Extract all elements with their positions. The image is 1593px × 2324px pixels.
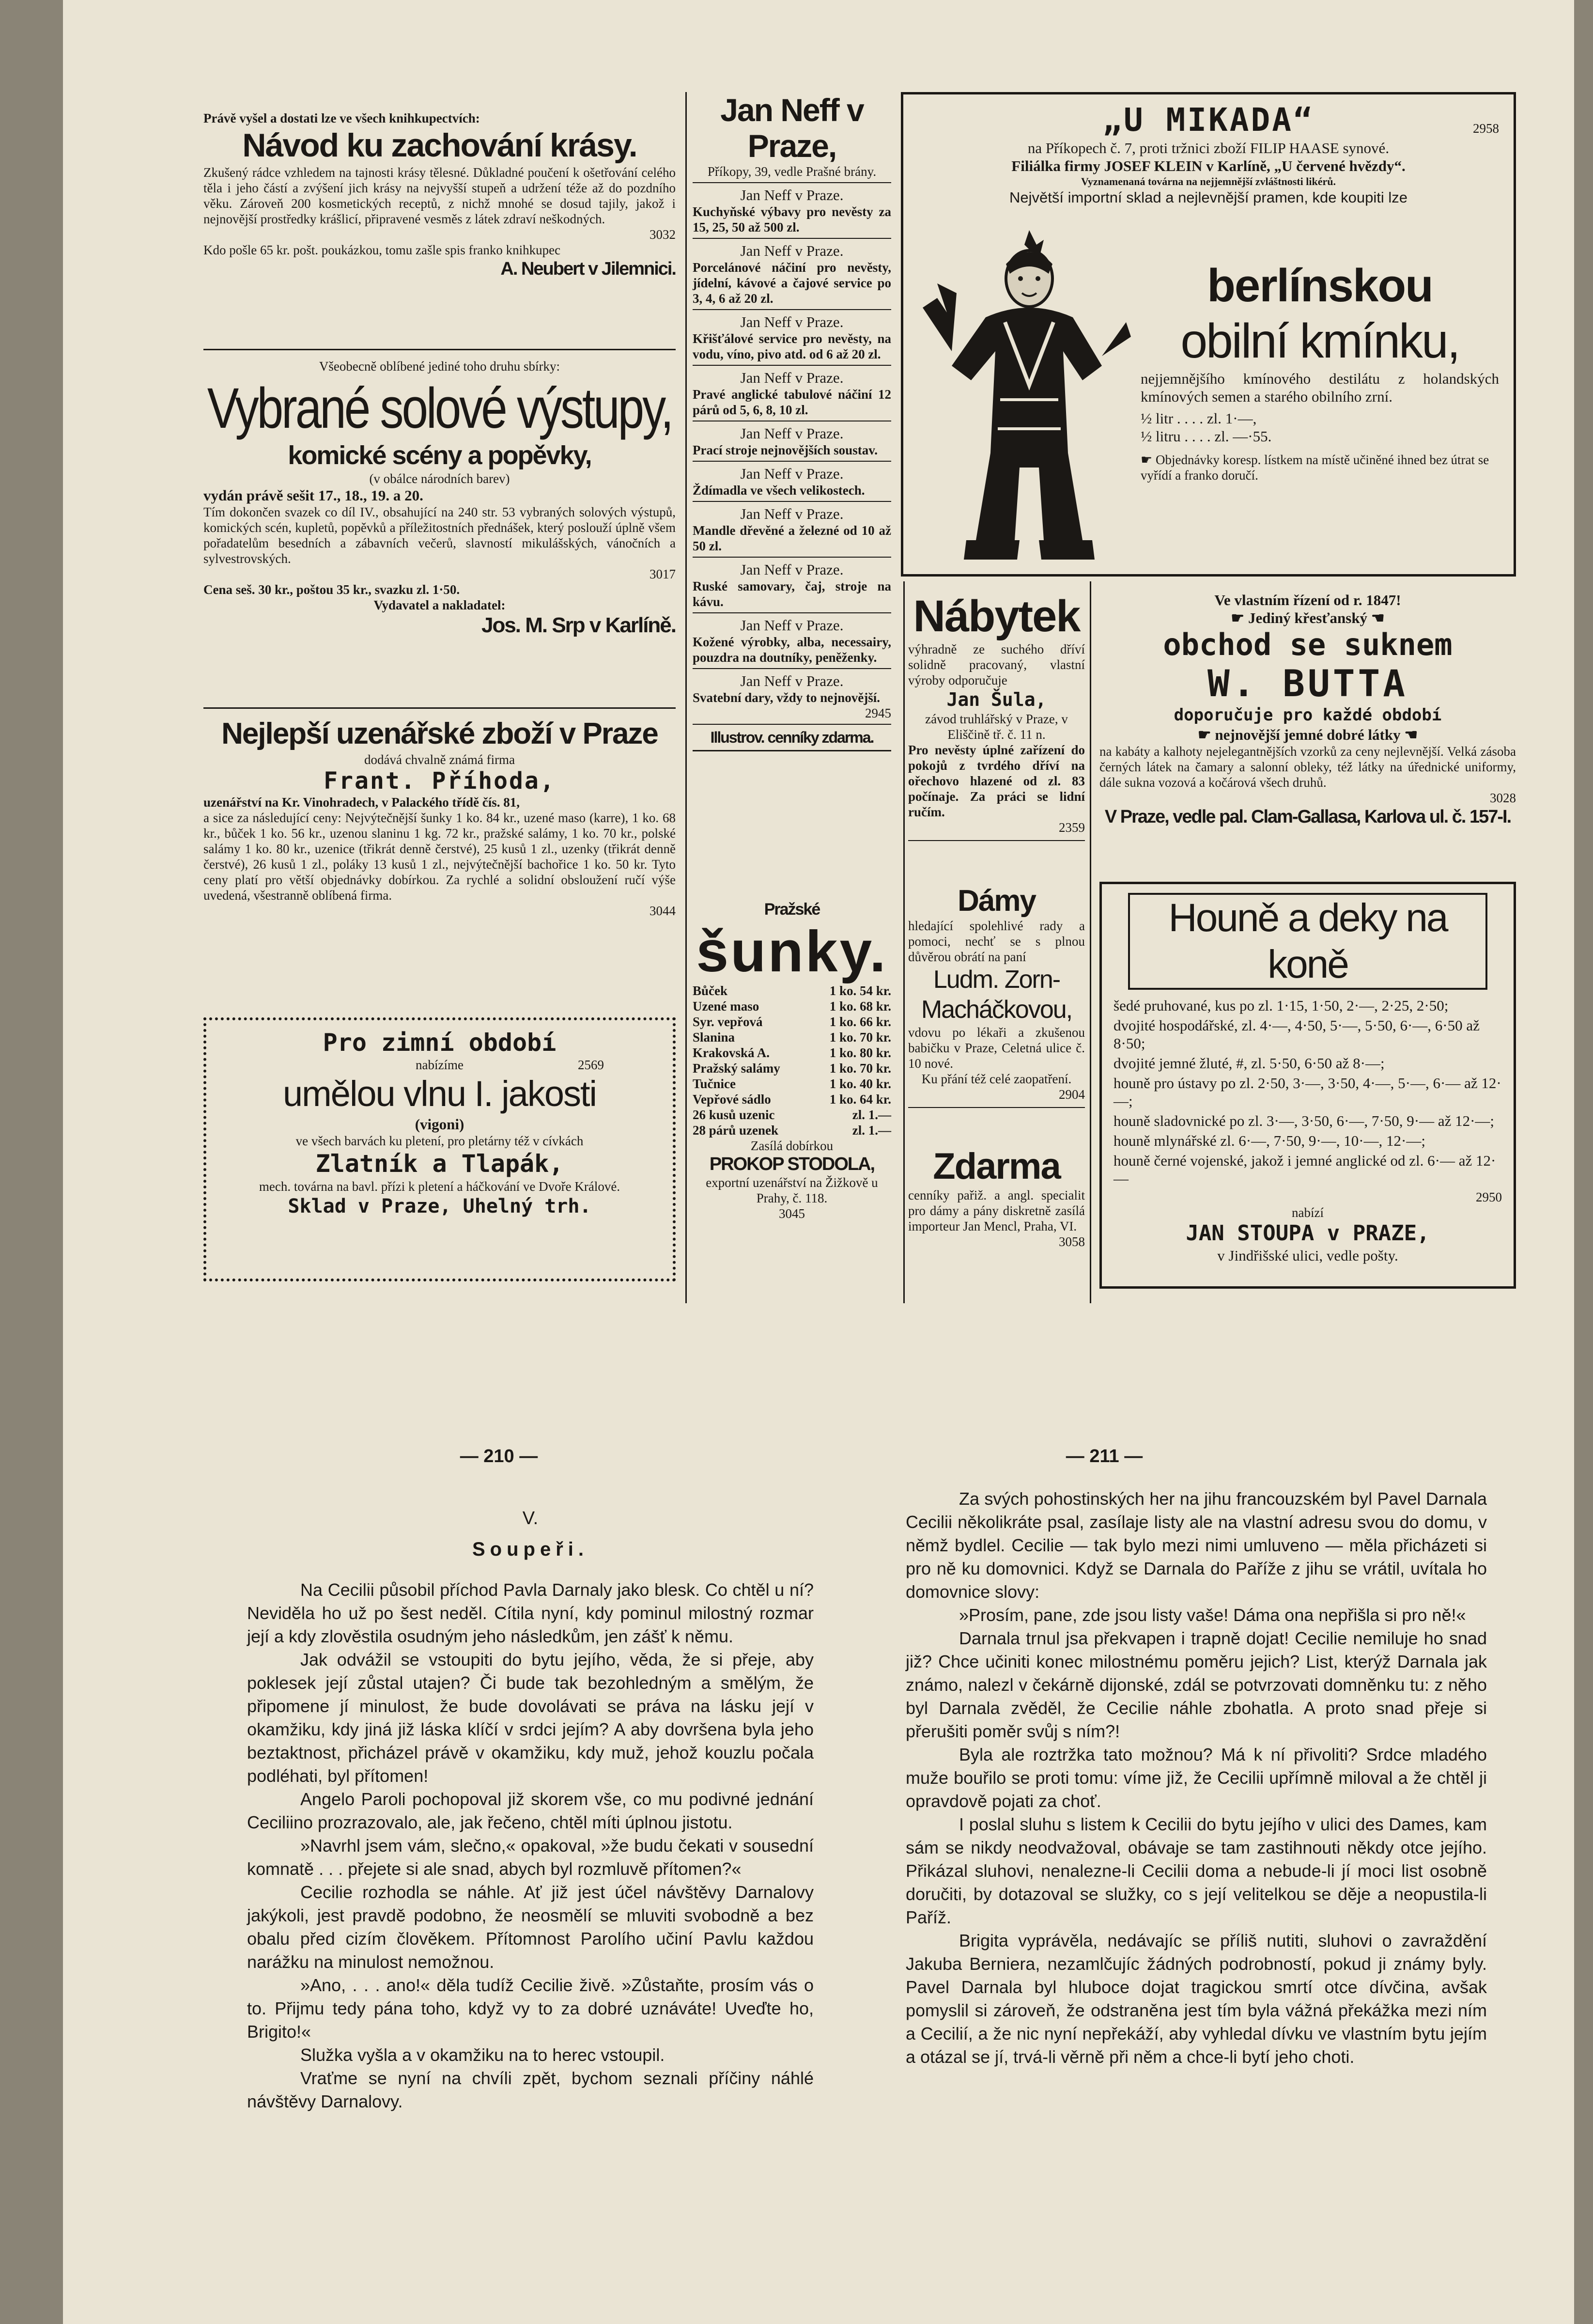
nabytek-title: Nábytek xyxy=(913,592,1080,641)
story-paragraph: Vraťme se nyní na chvíli zpět, bychom seznali příčiny náhlé návštěvy Darnalovy. xyxy=(247,2068,814,2111)
neff-item xyxy=(693,365,891,418)
mikado-big-2: obilní kmínku, xyxy=(1180,314,1459,368)
neff-item-head: Jan Neff v Praze. xyxy=(740,425,844,442)
sunky-item-price: 1 ko. 66 kr. xyxy=(829,1014,891,1029)
ad-vlna xyxy=(203,1017,676,1281)
ad-uzenarske xyxy=(203,716,676,919)
ad-vybrane-publisher-label: Vydavatel a nakladatel: xyxy=(373,598,506,612)
sunky-item-price: 1 ko. 70 kr. xyxy=(829,1061,891,1076)
ad-navod-intro: Právě vyšel a dostati lze ve všech knihkupectvích: xyxy=(203,111,480,125)
ad-navod-send: Kdo pošle 65 kr. pošt. poukázkou, tomu zašle spis franko knihkupec xyxy=(203,243,561,257)
sunky-title: šunky. xyxy=(696,919,888,984)
neff-item-head: Jan Neff v Praze. xyxy=(740,187,844,203)
ad-vlna-body: ve všech barvách ku pletení, pro pletárny též v cívkách xyxy=(295,1134,584,1148)
butta-since: Ve vlastním řízení od r. 1847! xyxy=(1214,592,1401,608)
divider xyxy=(203,349,676,350)
neff-number: 2945 xyxy=(865,706,891,720)
neff-item-head: Jan Neff v Praze. xyxy=(740,505,844,522)
neff-item-text: Ždímadla ve všech velikostech. xyxy=(693,483,865,498)
neff-address: Příkopy, 39, vedle Prašné brány. xyxy=(707,164,877,179)
mikado-price-1 xyxy=(1141,409,1499,427)
mikado-line-3: Vyznamenaná továrna na nejjemnější zvláštnosti likérů. xyxy=(1081,175,1336,187)
houne-title: Houně a deky na koně xyxy=(1128,893,1487,990)
sunky-price-row xyxy=(693,1107,891,1123)
story-paragraph: Jak odvážil se vstoupiti do bytu jejího, věda, že si přeje, aby poklesek její zůstal utajen? Či bude tak bezohledným a smělým, že připomene jí minulost, že bude dovolávati se práva na lásku její v okamžiku, kdy jiná již láska klíčí v srdci jejím? A aby dovršena byla jeho beztaktnost, přicházel právě v okamžiku, kdy muž, jehož kouzlu počala podléhati, byl přítomen! xyxy=(247,1650,814,1786)
houne-seller: JAN STOUPA v PRAZE, xyxy=(1186,1221,1430,1246)
story-paragraph: Cecilie rozhodla se náhle. Ať již jest účel návštěvy Darnalovy jakýkoli, jest pravdě podobno, že neosmělí se mluviti svobodně a bez obalu před cizím člověkem. Přítomnost Parolího učiní Pavlu každou narážku na minulost nemožnou. xyxy=(247,1882,814,1972)
nabytek-intro: výhradně ze suchého dříví solidně pracovaný, vlastní výroby odporučuje xyxy=(908,642,1085,687)
ad-mikado xyxy=(901,92,1516,577)
damy-intro: hledající spolehlivé rady a pomoci, nechť se s plnou důvěrou obrátí na paní xyxy=(908,919,1085,964)
neff-item-head: Jan Neff v Praze. xyxy=(740,369,844,386)
neff-item xyxy=(693,461,891,498)
neff-item-text: Pravé anglické tabulové náčiní 12 párů od 5, 6, 8, 10 zl. xyxy=(693,387,891,417)
houne-price-row: šedé pruhované, kus po zl. 1·15, 1·50, 2·—, 2·25, 2·50; xyxy=(1114,997,1449,1014)
sunky-seller: PROKOP STODOLA, xyxy=(709,1154,875,1174)
nabytek-address: závod truhlářský v Praze, v Eliščině tř. č. 11 n. xyxy=(925,712,1068,742)
ad-vybrane-intro: Všeobecně oblíbené jediné toho druhu sbírky: xyxy=(319,359,560,374)
butta-recommends: doporučuje pro každé období xyxy=(1174,705,1442,725)
ad-uzenarske-title: Nejlepší uzenářské zboží v Praze xyxy=(221,717,658,750)
sunky-number: 3045 xyxy=(779,1206,805,1221)
butta-body: na kabáty a kalhoty nejelegantnějších vzorků za ceny nejlevnější. Velká zásoba černých látek na čamary a salonní obleky, též látky na úřednické uniformy, dále sukna vozová a kočárová všech druhů. xyxy=(1099,744,1516,790)
sunky-item-name: Pražský salámy xyxy=(693,1061,780,1076)
ad-zdarma xyxy=(908,1146,1085,1249)
neff-item xyxy=(693,668,891,705)
sunky-cod: Zasílá dobírkou xyxy=(750,1139,834,1153)
ad-vybrane-number: 3017 xyxy=(650,567,676,581)
houne-price-row: dvojité hospodářské, zl. 4·—, 4·50, 5·—, 5·50, 6·—, 6·50 až 8·50; xyxy=(1114,1017,1480,1052)
ad-uzenarske-sub: dodává chvalně známá firma xyxy=(364,752,515,767)
sunky-item-name: 28 párů uzenek xyxy=(693,1123,779,1138)
story-paragraph: Angelo Paroli pochopoval již skorem vše, co mu podivné jednání Ceciliino prozrazovalo, ale, jak řečeno, chtěl míti úplnou jistotu. xyxy=(247,1789,814,1832)
houne-price-row: houně černé vojenské, jakož i jemné anglické od zl. 6·— až 12·— xyxy=(1114,1152,1496,1187)
neff-item-text: Svatební dary, vždy to nejnovější. xyxy=(693,690,881,705)
houne-address: v Jindřišské ulici, vedle pošty. xyxy=(1217,1247,1398,1264)
sunky-item-name: Bůček xyxy=(693,983,728,998)
story-paragraph: »Navrhl jsem vám, slečno,« opakoval, »že budu čekati v sousední komnatě . . . přejete si ale snad, abych byl rozmluvě přítomen?« xyxy=(247,1836,814,1879)
sunky-price-row xyxy=(693,998,891,1014)
ad-uzenarske-number: 3044 xyxy=(650,904,676,918)
butta-address: V Praze, vedle pal. Clam-Gallasa, Karlova ul. č. 157-I. xyxy=(1104,807,1511,827)
story-paragraph: Byla ale roztržka tato možnou? Má k ní přivoliti? Srdce mladého muže bouřilo se proti tomu: víme již, že Cecilii upřímně miloval a že chtěl ji opravdově pojati za choť. xyxy=(906,1745,1487,1811)
sunky-price-row xyxy=(693,983,891,998)
column-rule xyxy=(685,92,687,1303)
pointing-hand-icon: ☛ xyxy=(1197,726,1211,743)
sunky-top: Pražské xyxy=(764,900,820,919)
story-left-column xyxy=(247,1507,814,2113)
nabytek-body: Pro nevěsty úplné zařízení do pokojů z tvrdého dříví na ořechovo hlazené od zl. 83 počínaje. Za práci se lidní ručím. xyxy=(908,743,1085,819)
neff-item xyxy=(693,612,891,665)
mikado-price-1-value: 1·—, xyxy=(1225,410,1257,427)
neff-title: Jan Neff v Praze, xyxy=(720,92,864,164)
story-right-text xyxy=(906,1487,1487,2069)
story-paragraph: Služka vyšla a v okamžiku na to herec vstoupil. xyxy=(300,2045,665,2065)
chapter-number: V. xyxy=(522,1508,539,1529)
houne-price-row: houně sladovnické po zl. 3·—, 3·50, 6·—, 7·50, 9·— až 12·—; xyxy=(1114,1112,1495,1129)
damy-note: Ku přání též celé zaopatření. xyxy=(921,1072,1072,1086)
neff-item-head: Jan Neff v Praze. xyxy=(740,313,844,330)
mikado-number: 2958 xyxy=(1473,121,1499,136)
sunky-item-name: Uzené maso xyxy=(693,999,759,1014)
story-paragraph: Darnala trnul jsa překvapen i trapně dojat! Cecilie nemiluje ho snad již? Chce učiniti konec milostnému poměru jejich? List, kterýž Darnala jak známo, nalezl v čekárně dijonské, zdál se potvrzovati domněnku tu: z něho byl Darnala zvěděl, že Cecilie náhle zbohatla. A proto snad přeje si přerušiti poměr svůj s ním?! xyxy=(906,1628,1487,1741)
sunky-price-row xyxy=(693,1045,891,1061)
neff-item-head: Jan Neff v Praze. xyxy=(740,465,844,482)
mikado-line-4: Největší importní sklad a nejlevnější pramen, kde koupiti lze xyxy=(1009,189,1407,206)
butta-best: nejnovější jemné dobré látky xyxy=(1215,726,1401,743)
sunky-price-row xyxy=(693,1029,891,1045)
pointing-hand-icon: ☛ xyxy=(1231,609,1245,626)
neff-item-head: Jan Neff v Praze. xyxy=(740,672,844,689)
sunky-price-row xyxy=(693,1014,891,1029)
neff-item-text: Křišťálové service pro nevěsty, na vodu, víno, pivo atd. od 6 až 20 zl. xyxy=(693,331,891,361)
sunky-item-name: Syr. vepřová xyxy=(693,1014,763,1029)
story-paragraph: I poslal sluhu s listem k Cecilii do bytu jejího v ulici des Dames, kam sám se nikdy neodvažoval, obávaje se tam zastihnouti někdy otce jejího. Přikázal sluhovi, nenalezne-li Cecilii doma a nebude-li jí moci list osobně doručiti, by dotazoval se služky, co s její velitelkou se děje a neopustila-li Paříž. xyxy=(906,1814,1487,1927)
neff-item xyxy=(693,182,891,235)
neff-item xyxy=(693,309,891,362)
ad-vybrane xyxy=(203,359,676,638)
ad-vybrane-note: (v obálce národních barev) xyxy=(369,471,510,486)
ad-sunky xyxy=(693,899,891,1221)
newspaper-sheet xyxy=(63,0,1574,2324)
ad-vlna-factory: mech. továrna na bavl. přízi k pletení a háčkování ve Dvoře Králové. xyxy=(259,1179,620,1194)
chapter-heading: Soupeři. xyxy=(472,1539,589,1560)
ad-damy xyxy=(908,884,1085,1113)
butta-name: W. BUTTA xyxy=(1207,662,1408,705)
ad-vlna-paren: (vigoni) xyxy=(415,1116,464,1133)
mikado-description: nejjemnějšího kmínového destilátu z holandských kmínových semen a starého obilního zrní. xyxy=(1141,370,1499,405)
sunky-item-name: 26 kusů uzenic xyxy=(693,1107,775,1122)
story-paragraph: Za svých pohostinských her na jihu francouzském byl Pavel Darnala Cecilii několikráte psal, zasílaje listy ale na vlastní adresu svou do domu, v němž bydlel. Cecilie — tak bylo mezi nimi umluveno — měla přicházeti si pro ně ku domovnici. Když se Darnala do Paříže z jihu se vrátil, uvítala ho domovnice slovy: xyxy=(906,1489,1487,1602)
ad-nabytek xyxy=(908,591,1085,846)
zdarma-number: 3058 xyxy=(1059,1234,1085,1249)
ad-uzenarske-firm: Frant. Příhoda, xyxy=(324,767,556,795)
butta-only: Jediný křesťanský xyxy=(1248,609,1368,626)
story-paragraph: Brigita vyprávěla, nedávajíc se příliš nutiti, sluhovi o zavraždění Jakuba Berniera, nezamlčujíc žádných podrobností, pokud ji známy byly. Pavel Darnala byl hluboce dojat tragickou smrtí otce dívčina, avšak pomyslil si zároveň, že odstraněna jest tím byla vážná překážka mezi ním a Cecilií, a že nic nyní nepřekáží, aby vyhledal dívku ve vlastním bytu jejím a otázal se jí, trvá-li věrně při něm a chce-li bytí jeho choti. xyxy=(906,1931,1487,2067)
sunky-item-name: Slanina xyxy=(693,1030,735,1045)
houne-price-list xyxy=(1114,997,1502,1187)
sunky-item-price: zl. 1.— xyxy=(852,1123,891,1138)
ad-butta xyxy=(1099,591,1516,828)
neff-item-head: Jan Neff v Praze. xyxy=(740,617,844,634)
houne-price-row: houně pro ústavy po zl. 2·50, 3·—, 3·50, 4·—, 5·—, 6·— až 12·—; xyxy=(1114,1075,1501,1109)
houne-price-row: dvojité jemné žluté, #, zl. 5·50, 6·50 až 8·—; xyxy=(1114,1055,1385,1072)
mikado-big-1: berlínskou xyxy=(1207,260,1433,312)
ad-vlna-title: Pro zimní období xyxy=(323,1029,557,1057)
sunky-price-row xyxy=(693,1123,891,1138)
damy-title: Dámy xyxy=(958,884,1036,918)
story-paragraph: »Ano, . . . ano!« děla tudíž Cecilie živě. »Zůstaňte, prosím vás o to. Přijmu tedy pána toho, když vy to za dobré uznáváte! Uveďte ho, Brigito!« xyxy=(247,1975,814,2042)
pointing-hand-icon: ☚ xyxy=(1404,726,1418,743)
sunky-item-price: 1 ko. 64 kr. xyxy=(829,1092,891,1107)
butta-title: obchod se suknem xyxy=(1163,627,1453,662)
ad-vybrane-body: Tím dokončen svazek co díl IV., obsahující na 240 str. 53 vybraných solových výstupů, komických scén, kupletů, popěvků a příležitostních přednášek, který poslouží úplně všem pořadatelům besedních a zábavních večerů, slavností mikulášských, vánočních a sylvestrovských. xyxy=(203,505,676,566)
neff-item xyxy=(693,557,891,609)
mikado-price-2-label: ½ litru . . . . zl. xyxy=(1141,428,1229,445)
pointing-hand-icon: ☚ xyxy=(1371,609,1385,626)
neff-item xyxy=(693,421,891,458)
japanese-figure-illustration xyxy=(918,225,1131,564)
sunky-item-price: 1 ko. 70 kr. xyxy=(829,1030,891,1045)
mikado-price-1-label: ½ litr . . . . zl. xyxy=(1141,410,1222,427)
sunky-address: exportní uzenářství na Žižkově u Prahy, č. 118. xyxy=(706,1175,878,1205)
ad-vlna-store: Sklad v Praze, Uhelný trh. xyxy=(288,1195,591,1217)
mikado-price-2 xyxy=(1141,427,1499,445)
damy-name: Ludm. Zorn-Macháčkovou, xyxy=(921,966,1072,1024)
neff-item xyxy=(693,501,891,554)
ad-vybrane-title: Vybrané solové výstupy, xyxy=(207,376,672,440)
damy-body: vdovu po lékaři a zkušenou babičku v Praze, Celetná ulice č. 10 nové. xyxy=(908,1025,1085,1071)
neff-item-list xyxy=(693,182,891,705)
ad-navod xyxy=(203,110,676,280)
story-left-text xyxy=(247,1578,814,2113)
sunky-price-list xyxy=(693,983,891,1138)
sunky-price-row xyxy=(693,1076,891,1092)
neff-item-head: Jan Neff v Praze. xyxy=(740,561,844,578)
ad-uzenarske-body: a sice za následující ceny: Nejvýtečnější šunky 1 ko. 84 kr., uzené maso (karre), 1 ko. 68 kr., bůček 1 ko. 56 kr., uzenou slaninu 1 kg. 72 kr., pražské salámy, 1 ko. 70 kr., polské salámy 1 ko. 80 kr., uzenice (třikrát denně čerstvé), 25 kusů 1 zl., uzenky (třikrát denně čerstvé), 26 kusů 1 zl., poláky 13 kusů 1 zl., nejvýtečnější bachořice 1 ko. 50 kr. Tyto ceny platí pro větší objednávky dobírkou. Za rychlé a solidní obsloužení ručí výše uvedená, všestranně oblíbená firma. xyxy=(203,811,676,903)
sunky-item-price: 1 ko. 40 kr. xyxy=(829,1076,891,1091)
neff-item-text: Porcelánové náčiní pro nevěsty, jídelní, kávové a čajové service po 3, 4, 6 až 20 zl. xyxy=(693,260,891,306)
ad-vlna-number: 2569 xyxy=(578,1058,604,1072)
ad-vybrane-price: Cena seš. 30 kr., poštou 35 kr., svazku zl. 1·50. xyxy=(203,582,460,597)
neff-item-text: Kuchyňské výbavy pro nevěsty za 15, 25, 50 až 500 zl. xyxy=(693,204,891,234)
sunky-item-name: Tučnice xyxy=(693,1076,736,1091)
mikado-line-2: Filiálka firmy JOSEF KLEIN v Karlíně, „U červené hvězdy“. xyxy=(1011,157,1406,174)
ad-navod-number: 3032 xyxy=(650,227,676,242)
ad-vybrane-issued: vydán právě sešit 17., 18., 19. a 20. xyxy=(203,487,423,504)
houne-offer: nabízí xyxy=(1292,1205,1324,1220)
sunky-item-price: 1 ko. 68 kr. xyxy=(829,999,891,1014)
sunky-item-name: Vepřové sádlo xyxy=(693,1092,771,1107)
sunky-item-price: 1 ko. 80 kr. xyxy=(829,1045,891,1060)
sunky-price-row xyxy=(693,1092,891,1107)
column-rule xyxy=(1090,581,1091,1303)
ad-vybrane-publisher: Jos. M. Srp v Karlíně. xyxy=(481,613,676,637)
zdarma-body: cenníky pařiž. a angl. specialit pro dámy a pány diskretně zasílá importeur Jan Mencl, Praha, VI. xyxy=(908,1188,1085,1233)
story-right-column xyxy=(906,1487,1487,2069)
sunky-price-row xyxy=(693,1061,891,1076)
mikado-title: „U MIKADA“ xyxy=(1102,101,1315,139)
neff-item-head: Jan Neff v Praze. xyxy=(740,242,844,259)
ad-navod-body: Zkušený rádce vzhledem na tajnosti krásy tělesné. Důkladné poučení k ošetřování celého těla i jeho částí a zvýšení jich krásy na nejvyšší stupeň a udržení téže až do pozdního věku. Zároveň 200 kosmetických receptů, z nichž mnohé se dosud tajily, jakož i nejnovější prostředky krášlicí, připravené vesměs z látek zdraví neškodných. xyxy=(203,165,676,226)
ad-navod-seller: A. Neubert v Jilemnici. xyxy=(500,259,676,279)
page-number-right: — 211 — xyxy=(1066,1446,1143,1466)
divider xyxy=(203,707,676,709)
ad-vlna-offer: nabízíme xyxy=(416,1058,464,1072)
ad-vlna-product: umělou vlnu I. jakosti xyxy=(282,1074,596,1114)
houne-price-row: houně mlynářské zl. 6·—, 7·50, 9·—, 10·—, 12·—; xyxy=(1114,1132,1425,1149)
neff-item-text: Mandle dřevěné a železné od 10 až 50 zl. xyxy=(693,523,891,553)
neff-item-text: Kožené výrobky, alba, necessairy, pouzdra na doutníky, peněženky. xyxy=(693,635,891,665)
ad-vlna-firm: Zlatník a Tlapák, xyxy=(315,1150,564,1178)
neff-item xyxy=(693,238,891,306)
story-paragraph: Na Cecilii působil příchod Pavla Darnaly jako blesk. Co chtěl u ní? Neviděla ho už po šest neděl. Cítila nyní, kdy pominul milostný rozmar její a kdy zlověstila osudným jeho následkům, jen zášť k němu. xyxy=(247,1580,814,1646)
zdarma-title: Zdarma xyxy=(933,1146,1060,1187)
sunky-item-name: Krakovská A. xyxy=(693,1045,770,1060)
mikado-price-2-value: —·55. xyxy=(1233,428,1272,445)
ad-neff xyxy=(693,92,891,751)
story-paragraph: »Prosím, pane, zde jsou listy vaše! Dáma ona nepřišla si pro ně!« xyxy=(959,1605,1466,1625)
mikado-note: Objednávky koresp. lístkem na místě učiněné ihned bez útrat se vyřídí a franko doručí. xyxy=(1141,452,1489,483)
houne-number: 2950 xyxy=(1476,1190,1502,1204)
nabytek-name: Jan Šula, xyxy=(946,689,1047,710)
ad-navod-title: Návod ku zachování krásy. xyxy=(242,127,637,164)
damy-number: 2904 xyxy=(1059,1087,1085,1102)
ad-uzenarske-addr: uzenářství na Kr. Vinohradech, v Palackého třídě čís. 81, xyxy=(203,795,520,810)
sunky-item-price: 1 ko. 54 kr. xyxy=(829,983,891,998)
neff-item-text: Prací stroje nejnovějších soustav. xyxy=(693,443,878,457)
column-rule xyxy=(903,581,905,1303)
neff-item-text: Ruské samovary, čaj, stroje na kávu. xyxy=(693,579,891,609)
butta-number: 3028 xyxy=(1490,791,1516,805)
ad-vybrane-subtitle: komické scény a popěvky, xyxy=(288,441,591,470)
pointing-hand-icon: ☛ xyxy=(1141,452,1153,467)
page-number-left: — 210 — xyxy=(460,1446,538,1466)
sunky-item-price: zl. 1.— xyxy=(852,1107,891,1122)
neff-footer: Illustrov. cenníky zdarma. xyxy=(693,724,891,751)
mikado-line-1: na Příkopech č. 7, proti tržnici zboží FILIP HAASE synové. xyxy=(1027,140,1390,156)
ad-houne xyxy=(1099,882,1516,1289)
nabytek-number: 2359 xyxy=(1059,820,1085,835)
